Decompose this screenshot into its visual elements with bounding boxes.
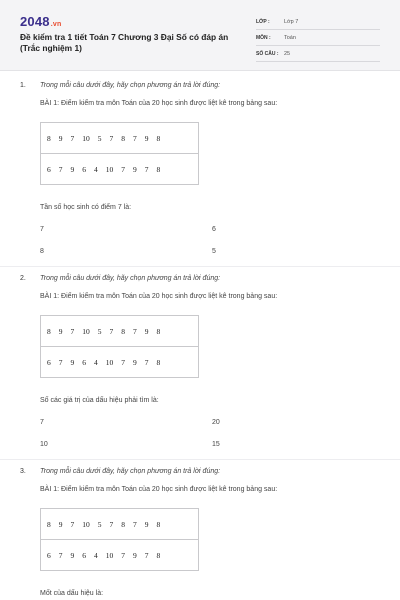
table-cell: 6 7 9 6 4 10 7 9 7 8	[41, 154, 199, 185]
meta-value: 25	[284, 50, 291, 57]
answer-option-b[interactable]: 6	[212, 226, 216, 233]
site-logo[interactable]	[20, 14, 61, 29]
question-number: 2.	[20, 275, 26, 282]
question-text: Số các giá trị của dấu hiệu phải tìm là:	[40, 397, 159, 404]
meta-count-row	[256, 46, 380, 62]
meta-value: Lớp 7	[284, 18, 299, 25]
answer-option-c[interactable]: 8	[40, 248, 44, 255]
question-stem: BÀI 1: Điểm kiểm tra môn Toán của 20 học sinh được liệt kê trong bảng sau:	[40, 293, 278, 300]
table-cell: 6 7 9 6 4 10 7 9 7 8	[41, 540, 199, 571]
score-table	[40, 122, 199, 185]
table-row	[41, 509, 199, 540]
table-row	[41, 316, 199, 347]
score-table	[40, 315, 199, 378]
meta-label: SỐ CÂU :	[256, 50, 279, 57]
meta-label: LỚP :	[256, 18, 270, 25]
answer-option-c[interactable]: 10	[40, 441, 48, 448]
answer-option-a[interactable]: 7	[40, 419, 44, 426]
answer-option-d[interactable]: 5	[212, 248, 216, 255]
table-row	[41, 154, 199, 185]
question-stem: BÀI 1: Điểm kiểm tra môn Toán của 20 học sinh được liệt kê trong bảng sau:	[40, 100, 278, 107]
meta-label: MÔN :	[256, 34, 271, 41]
question-divider	[0, 459, 400, 460]
question-instruction: Trong mỗi câu dưới đây, hãy chọn phương án trả lời đúng:	[40, 275, 221, 282]
meta-value: Toán	[284, 34, 296, 41]
question-number: 3.	[20, 468, 26, 475]
table-cell: 6 7 9 6 4 10 7 9 7 8	[41, 347, 199, 378]
question-text: Mốt của dấu hiệu là:	[40, 590, 104, 597]
table-row	[41, 347, 199, 378]
question-text: Tần số học sinh có điểm 7 là:	[40, 204, 132, 211]
table-cell: 8 9 7 10 5 7 8 7 9 8	[41, 509, 199, 540]
page-title: Đề kiểm tra 1 tiết Toán 7 Chương 3 Đại Số có đáp án (Trắc nghiệm 1)	[20, 32, 229, 53]
table-cell: 8 9 7 10 5 7 8 7 9 8	[41, 123, 199, 154]
logo-suffix: .vn	[50, 21, 62, 28]
question-instruction: Trong mỗi câu dưới đây, hãy chọn phương án trả lời đúng:	[40, 82, 221, 89]
question-number: 1.	[20, 82, 26, 89]
meta-subject-row	[256, 30, 380, 46]
logo-text: 2048	[20, 14, 50, 29]
table-cell: 8 9 7 10 5 7 8 7 9 8	[41, 316, 199, 347]
question-divider	[0, 266, 400, 267]
meta-class-row	[256, 14, 380, 30]
score-table	[40, 508, 199, 571]
question-instruction: Trong mỗi câu dưới đây, hãy chọn phương án trả lời đúng:	[40, 468, 221, 475]
question-stem: BÀI 1: Điểm kiểm tra môn Toán của 20 học sinh được liệt kê trong bảng sau:	[40, 486, 278, 493]
answer-option-b[interactable]: 20	[212, 419, 220, 426]
answer-option-a[interactable]: 7	[40, 226, 44, 233]
table-row	[41, 123, 199, 154]
answer-option-d[interactable]: 15	[212, 441, 220, 448]
test-meta-panel	[256, 14, 380, 62]
table-row	[41, 540, 199, 571]
page-header	[0, 0, 400, 71]
